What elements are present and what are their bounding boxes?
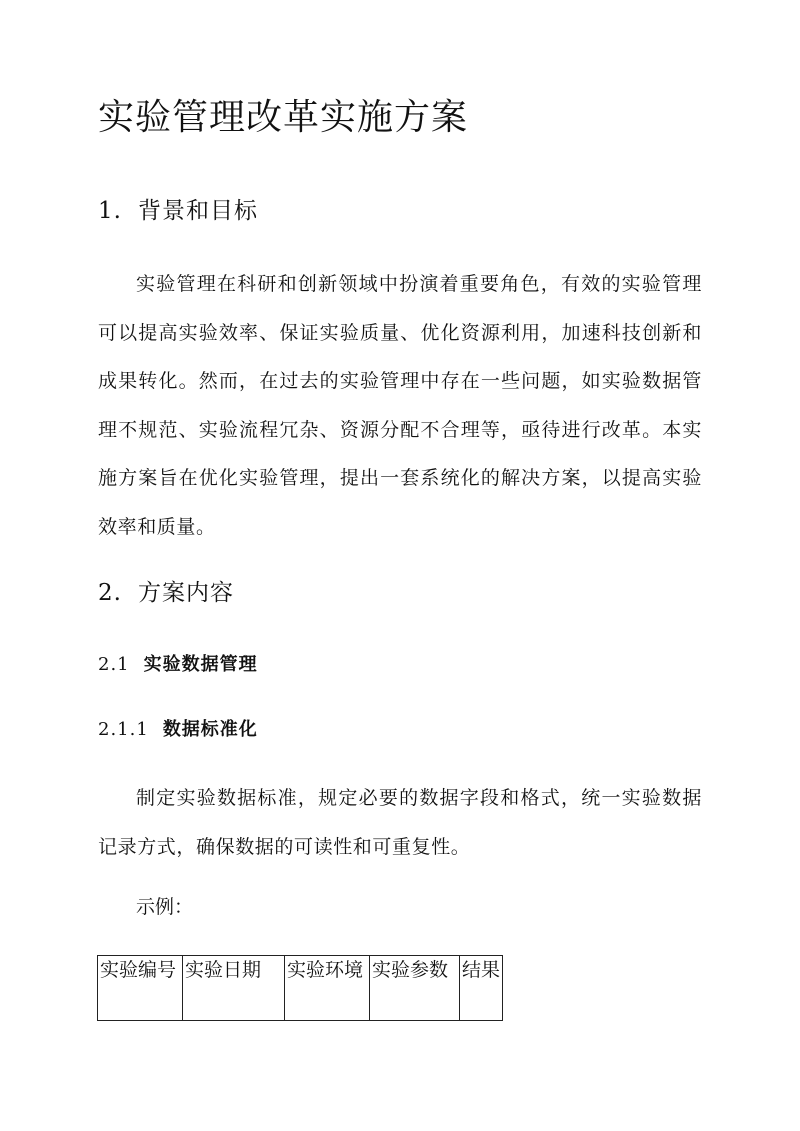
table-header-cell: 实验日期 (183, 956, 285, 1021)
example-label: 示例： (136, 896, 194, 918)
section-2-title: 方案内容 (137, 580, 234, 606)
table-header-cell: 结果 (460, 956, 503, 1021)
subsection-2-1-number: 2.1 (98, 654, 130, 675)
document-title: 实验管理改革实施方案 (98, 97, 469, 138)
section-1-paragraph: 实验管理在科研和创新领域中扮演着重要角色，有效的实验管理可以提高实验效率、保证实验质量、优化资源利用，加速科技创新和成果转化。然而，在过去的实验管理中存在一些问题，如实验数据管理不规范、实验流程冗杂、资源分配不合理等，亟待进行改革。本实施方案旨在优化实验管理，提出一套系统化的解决方案，以提高实验效率和质量。 (98, 273, 702, 538)
section-1-heading (98, 195, 258, 227)
table-header-row (98, 956, 503, 1021)
table-header-cell: 实验编号 (98, 956, 183, 1021)
subsection-2-1-title: 实验数据管理 (143, 654, 258, 675)
subsection-2-1-1-title: 数据标准化 (162, 719, 258, 740)
example-table (97, 955, 503, 1021)
section-1-title: 背景和目标 (137, 198, 258, 224)
table-header-cell: 实验环境 (285, 956, 370, 1021)
subsection-2-1-1-paragraph: 制定实验数据标准，规定必要的数据字段和格式，统一实验数据记录方式，确保数据的可读性和可重复性。 (98, 787, 702, 858)
table-header-cell: 实验参数 (370, 956, 460, 1021)
subsection-2-1-1-number: 2.1.1 (98, 719, 149, 740)
section-1-number: 1. (98, 198, 122, 224)
section-2-heading (98, 577, 234, 609)
subsection-2-1-1-heading (98, 717, 258, 743)
section-2-number: 2. (98, 580, 122, 606)
subsection-2-1-heading (98, 652, 258, 678)
